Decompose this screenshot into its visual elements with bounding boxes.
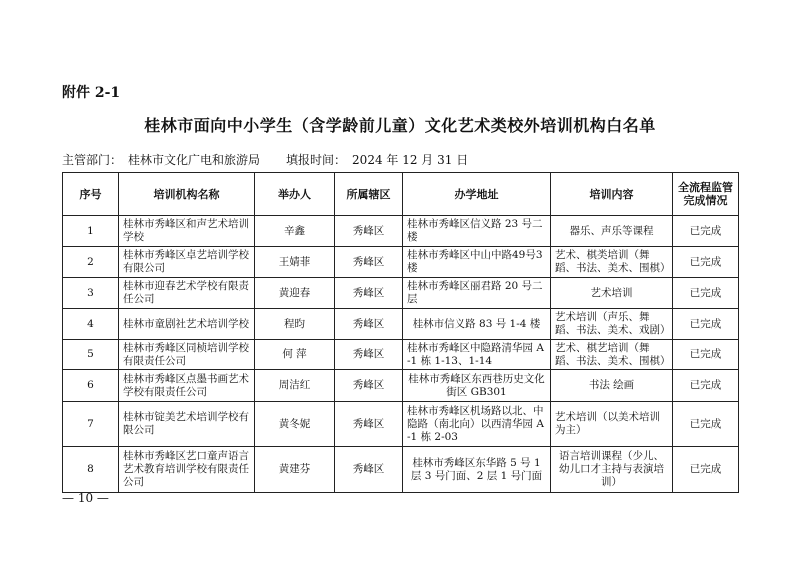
cell-organizer: 黄建芬 [255,447,335,493]
table-row [63,309,739,340]
cell-district: 秀峰区 [335,370,403,402]
table-row [63,340,739,370]
cell-district: 秀峰区 [335,278,403,309]
document-meta [62,151,474,168]
cell-name: 桂林市秀峰区同桢培训学校有限责任公司 [119,340,255,370]
cell-address: 桂林市秀峰区中隐路清华园 A-1 栋 1-13、1-14 [403,340,551,370]
cell-content: 书法 绘画 [551,370,673,402]
cell-address: 桂林市秀峰区信义路 23 号二楼 [403,216,551,247]
table-row [63,247,739,278]
cell-district: 秀峰区 [335,447,403,493]
cell-content: 艺术培训 [551,278,673,309]
cell-content: 语言培训课程（少儿、幼儿口才主持与表演培训） [551,447,673,493]
cell-district: 秀峰区 [335,309,403,340]
cell-status: 已完成 [673,340,739,370]
header-address: 办学地址 [403,173,551,216]
cell-organizer: 黄迎春 [255,278,335,309]
header-no: 序号 [63,173,119,216]
table-row [63,402,739,447]
header-name: 培训机构名称 [119,173,255,216]
cell-address: 桂林市秀峰区中山中路49号3楼 [403,247,551,278]
header-content: 培训内容 [551,173,673,216]
cell-organizer: 何 萍 [255,340,335,370]
cell-address: 桂林市秀峰区东西巷历史文化街区 GB301 [403,370,551,402]
cell-address: 桂林市信义路 83 号 1-4 楼 [403,309,551,340]
document-title: 桂林市面向中小学生（含学龄前儿童）文化艺术类校外培训机构白名单 [144,116,656,135]
cell-status: 已完成 [673,447,739,493]
cell-no: 7 [63,402,119,447]
cell-district: 秀峰区 [335,247,403,278]
cell-organizer: 王婧菲 [255,247,335,278]
cell-organizer: 黄冬妮 [255,402,335,447]
cell-no: 8 [63,447,119,493]
cell-name: 桂林市秀峰区艺口童声语言艺术教育培训学校有限责任公司 [119,447,255,493]
attachment-label: 附件 2-1 [62,85,121,101]
cell-name: 桂林市锭美艺术培训学校有限公司 [119,402,255,447]
cell-content: 艺术培训（以美术培训为主） [551,402,673,447]
cell-no: 1 [63,216,119,247]
cell-district: 秀峰区 [335,402,403,447]
header-organizer: 举办人 [255,173,335,216]
cell-organizer: 程昀 [255,309,335,340]
header-district: 所属辖区 [335,173,403,216]
cell-no: 6 [63,370,119,402]
cell-content: 艺术、棋类培训（舞蹈、书法、美术、围棋） [551,247,673,278]
table-row [63,370,739,402]
cell-name: 桂林市秀峰区卓艺培训学校有限公司 [119,247,255,278]
cell-name: 桂林市秀峰区点墨书画艺术学校有限责任公司 [119,370,255,402]
cell-content: 器乐、声乐等课程 [551,216,673,247]
cell-content: 艺术、棋艺培训（舞蹈、书法、美术、围棋） [551,340,673,370]
date-value: 2024 年 12 月 31 日 [352,153,469,167]
cell-name: 桂林市迎春艺术学校有限责任公司 [119,278,255,309]
cell-organizer: 周洁红 [255,370,335,402]
table-row [63,447,739,493]
cell-name: 桂林市秀峰区和声艺术培训学校 [119,216,255,247]
cell-content: 艺术培训（声乐、舞蹈、书法、美术、戏剧） [551,309,673,340]
cell-no: 4 [63,309,119,340]
cell-name: 桂林市童剧社艺术培训学校 [119,309,255,340]
cell-status: 已完成 [673,370,739,402]
cell-no: 2 [63,247,119,278]
cell-status: 已完成 [673,216,739,247]
table-row [63,278,739,309]
cell-status: 已完成 [673,247,739,278]
dept-value: 桂林市文化广电和旅游局 [128,153,261,167]
header-status: 全流程监管完成情况 [673,173,739,216]
date-label: 填报时间： [286,153,347,167]
table-row [63,216,739,247]
cell-district: 秀峰区 [335,340,403,370]
whitelist-table [62,172,739,493]
cell-address: 桂林市秀峰区东华路 5 号 1 层 3 号门面、2 层 1 号门面 [403,447,551,493]
cell-address: 桂林市秀峰区机场路以北、中隐路（南北向）以西清华园 A-1 栋 2-03 [403,402,551,447]
cell-status: 已完成 [673,402,739,447]
cell-organizer: 辛鑫 [255,216,335,247]
cell-district: 秀峰区 [335,216,403,247]
cell-no: 3 [63,278,119,309]
dept-label: 主管部门： [62,153,123,167]
cell-status: 已完成 [673,278,739,309]
page-number: — 10 — [62,491,109,505]
cell-address: 桂林市秀峰区丽君路 20 号二层 [403,278,551,309]
cell-no: 5 [63,340,119,370]
table-header-row [63,173,739,216]
cell-status: 已完成 [673,309,739,340]
